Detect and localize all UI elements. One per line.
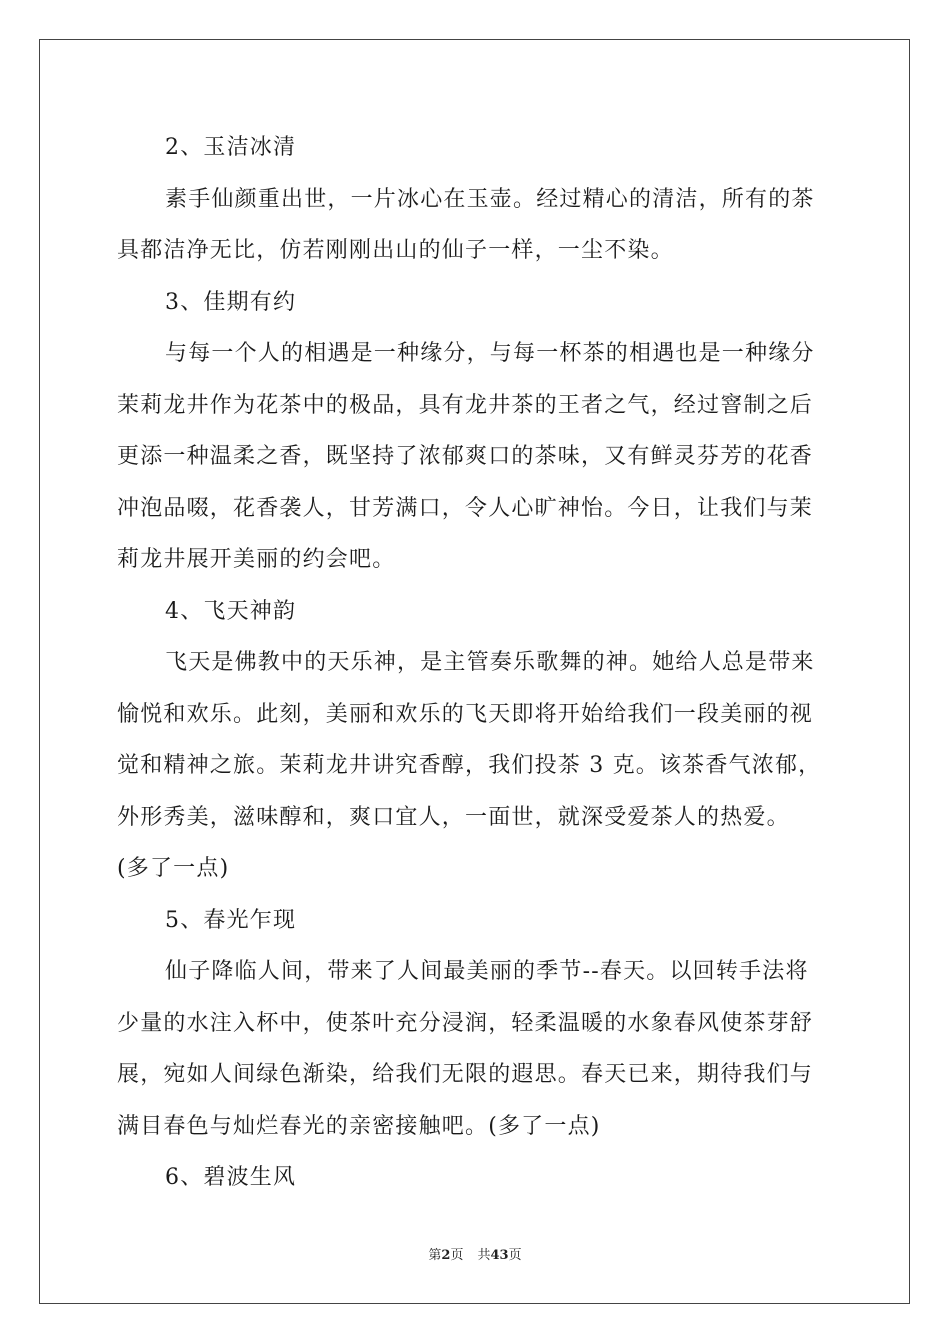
text-line: 外形秀美，滋味醇和，爽口宜人，一面世，就深受爱茶人的热爱。 bbox=[117, 804, 790, 830]
text-line: 愉悦和欢乐。此刻，美丽和欢乐的飞天即将开始给我们一段美丽的视 bbox=[117, 701, 814, 727]
footer-page-suffix: 页 bbox=[450, 1248, 464, 1263]
text-line: (多了一点) bbox=[117, 856, 230, 881]
text-line: 5、春光乍现 bbox=[165, 907, 297, 933]
text-line: 少量的水注入杯中，使茶叶充分浸润，轻柔温暖的水象春风使茶芽舒 bbox=[117, 1010, 814, 1036]
text-line: 飞天是佛教中的天乐神，是主管奏乐歌舞的神。她给人总是带来 bbox=[165, 650, 815, 675]
text-line: 与每一个人的相遇是一种缘分，与每一杯茶的相遇也是一种缘分 bbox=[165, 341, 815, 366]
footer-total-prefix: 共 bbox=[477, 1248, 491, 1263]
text-line: 展，宛如人间绿色渐染，给我们无限的遐思。春天已来，期待我们与 bbox=[117, 1062, 814, 1087]
page-footer bbox=[0, 1246, 950, 1266]
text-line: 莉龙井展开美丽的约会吧。 bbox=[117, 547, 396, 572]
text-line: 6、碧波生风 bbox=[165, 1165, 297, 1190]
footer-total-suffix: 页 bbox=[508, 1248, 522, 1263]
document-body bbox=[117, 126, 837, 1208]
footer-page-prefix: 第 bbox=[428, 1248, 442, 1263]
text-line: 2、玉洁冰清 bbox=[165, 135, 297, 160]
text-line: 觉和精神之旅。茉莉龙井讲究香醇，我们投茶 3 克。该茶香气浓郁， bbox=[117, 753, 822, 778]
text-line: 满目春色与灿烂春光的亲密接触吧。(多了一点) bbox=[117, 1113, 601, 1139]
text-line: 3、佳期有约 bbox=[165, 289, 297, 315]
text-line: 素手仙颜重出世，一片冰心在玉壶。经过精心的清洁，所有的茶 bbox=[165, 186, 815, 212]
footer-page-number: 2 bbox=[441, 1248, 451, 1263]
text-line: 具都洁净无比，仿若刚刚出山的仙子一样，一尘不染。 bbox=[117, 238, 674, 263]
text-line: 仙子降临人间，带来了人间最美丽的季节--春天。以回转手法将 bbox=[165, 959, 809, 984]
text-line: 茉莉龙井作为花茶中的极品，具有龙井茶的王者之气，经过窨制之后 bbox=[117, 392, 814, 418]
text-line: 冲泡品啜，花香袭人，甘芳满口，令人心旷神怡。今日，让我们与茉 bbox=[117, 495, 814, 521]
text-line: 更添一种温柔之香，既坚持了浓郁爽口的茶味，又有鲜灵芬芳的花香 bbox=[117, 444, 814, 469]
text-line: 4、飞天神韵 bbox=[165, 598, 297, 624]
footer-total-pages: 43 bbox=[490, 1248, 509, 1263]
